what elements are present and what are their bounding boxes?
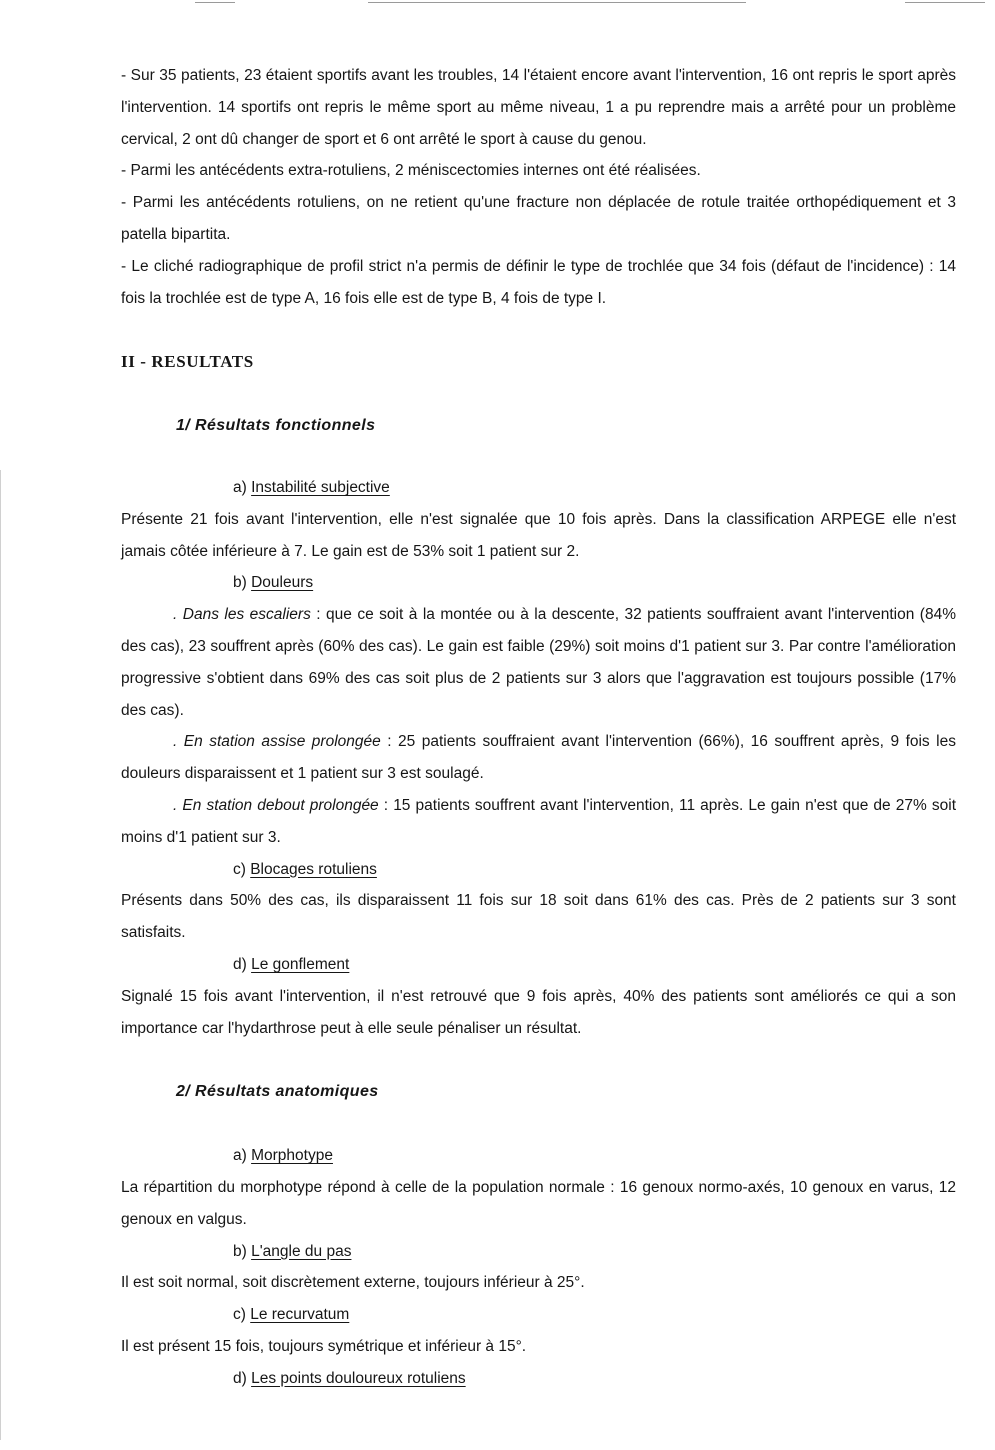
subheading-instabilite [121,472,956,504]
paragraph-morphotype: La répartition du morphotype répond à celle de la population normale : 16 genoux normo-axés, 10 genoux en varus, 12 genoux en valgus. [121,1178,956,1228]
paragraph-station-assise [121,726,956,790]
item-label: . Dans les escaliers [173,606,311,624]
subheading-morphotype [121,1140,956,1172]
subheading-letter: d) [233,955,252,973]
subheading-douleurs [121,567,956,599]
subheading-letter: c) [233,1306,251,1324]
scan-edge-line [195,2,235,3]
subheading-title: Le recurvatum [250,1306,350,1324]
subheading-title: Morphotype [251,1147,333,1165]
subheading-letter: b) [233,1242,252,1260]
subheading-recurvatum [121,1299,956,1331]
subheading-letter: a) [233,1147,252,1165]
paragraph-instabilite: Présente 21 fois avant l'intervention, elle n'est signalée que 10 fois après. Dans la classification ARPEGE elle n'est jamais côtée inférieure à 7. Le gain est de 53% soit 1 patient sur 2. [121,510,956,560]
subheading-title: Instabilité subjective [251,478,390,496]
anatomical-results-heading: 2/ Résultats anatomiques [176,1083,379,1101]
subheading-angle-du-pas [121,1236,956,1268]
item-text: : que ce soit à la montée ou à la descente, 32 patients souffraient avant l'intervention (84% des cas), 23 souffrent après (60% des cas). Le gain est faible (29%) soit moins d'1 patient sur 3. Par contre l'amélioration progressive s'obtient dans 69% des cas soit plus de 2 patients sur 3 alors que l'aggravation est toujours possible (17% des cas). [121,606,956,719]
intro-paragraph-trochlee: - Le cliché radiographique de profil strict n'a permis de définir le type de trochlée que 34 fois (défaut de l'incidence) : 14 fois la trochlée est de type A, 16 fois elle est de type B, 4 fois de type I. [121,257,956,307]
subheading-letter: c) [233,860,251,878]
paragraph-gonflement: Signalé 15 fois avant l'intervention, il n'est retrouvé que 9 fois après, 40% des patients sont améliorés ce qui a son importance car l'hydarthrose peut à elle seule pénaliser un résultat. [121,987,956,1037]
intro-paragraph-sports: - Sur 35 patients, 23 étaient sportifs avant les troubles, 14 l'étaient encore avant l'intervention, 16 ont repris le sport après l'intervention. 14 sportifs ont repris le même sport au même niveau, 1 a pu reprendre mais a arrêté pour un problème cervical, 2 ont dû changer de sport et 6 ont arrêté le sport à cause du genou. [121,67,956,148]
document-body [121,60,956,1394]
subheading-letter: b) [233,574,252,592]
item-text: : 15 patients souffrent avant l'intervention, 11 après. Le gain n'est que de 27% soit moins d'1 patient sur 3. [121,796,956,846]
subheading-letter: a) [233,478,252,496]
scan-edge-line [905,2,985,3]
subheading-points-douloureux [121,1363,956,1395]
item-text: : 25 patients souffraient avant l'intervention (66%), 16 souffrent après, 9 fois les douleurs disparaissent et 1 patient sur 3 est soulagé. [121,733,956,783]
subheading-letter: d) [233,1369,252,1387]
paragraph-escaliers [121,599,956,726]
subheading-title: Douleurs [251,574,314,592]
subheading-gonflement [121,949,956,981]
subheading-title: Les points douloureux rotuliens [251,1369,466,1387]
scan-left-edge [0,470,1,1440]
paragraph-station-debout [121,790,956,854]
paragraph-recurvatum: Il est présent 15 fois, toujours symétrique et inférieur à 15°. [121,1337,527,1355]
subheading-title: L'angle du pas [251,1242,352,1260]
results-heading: II - RESULTATS [121,352,254,372]
intro-paragraph-extra-rotuliens: - Parmi les antécédents extra-rotuliens, 2 méniscectomies internes ont été réalisées. [121,162,701,180]
paragraph-angle-du-pas: Il est soit normal, soit discrètement externe, toujours inférieur à 25°. [121,1274,585,1292]
scan-edge-line [368,2,746,3]
subheading-blocages [121,854,956,886]
subheading-title: Le gonflement [251,955,350,973]
functional-results-heading: 1/ Résultats fonctionnels [176,417,376,435]
intro-paragraph-rotuliens: - Parmi les antécédents rotuliens, on ne retient qu'une fracture non déplacée de rotule traitée orthopédiquement et 3 patella bipartita. [121,194,956,243]
item-label: . En station assise prolongée [173,733,381,751]
paragraph-blocages: Présents dans 50% des cas, ils disparaissent 11 fois sur 18 soit dans 61% des cas. Près de 2 patients sur 3 sont satisfaits. [121,892,956,942]
subheading-title: Blocages rotuliens [250,860,377,878]
item-label: . En station debout prolongée [173,796,379,814]
